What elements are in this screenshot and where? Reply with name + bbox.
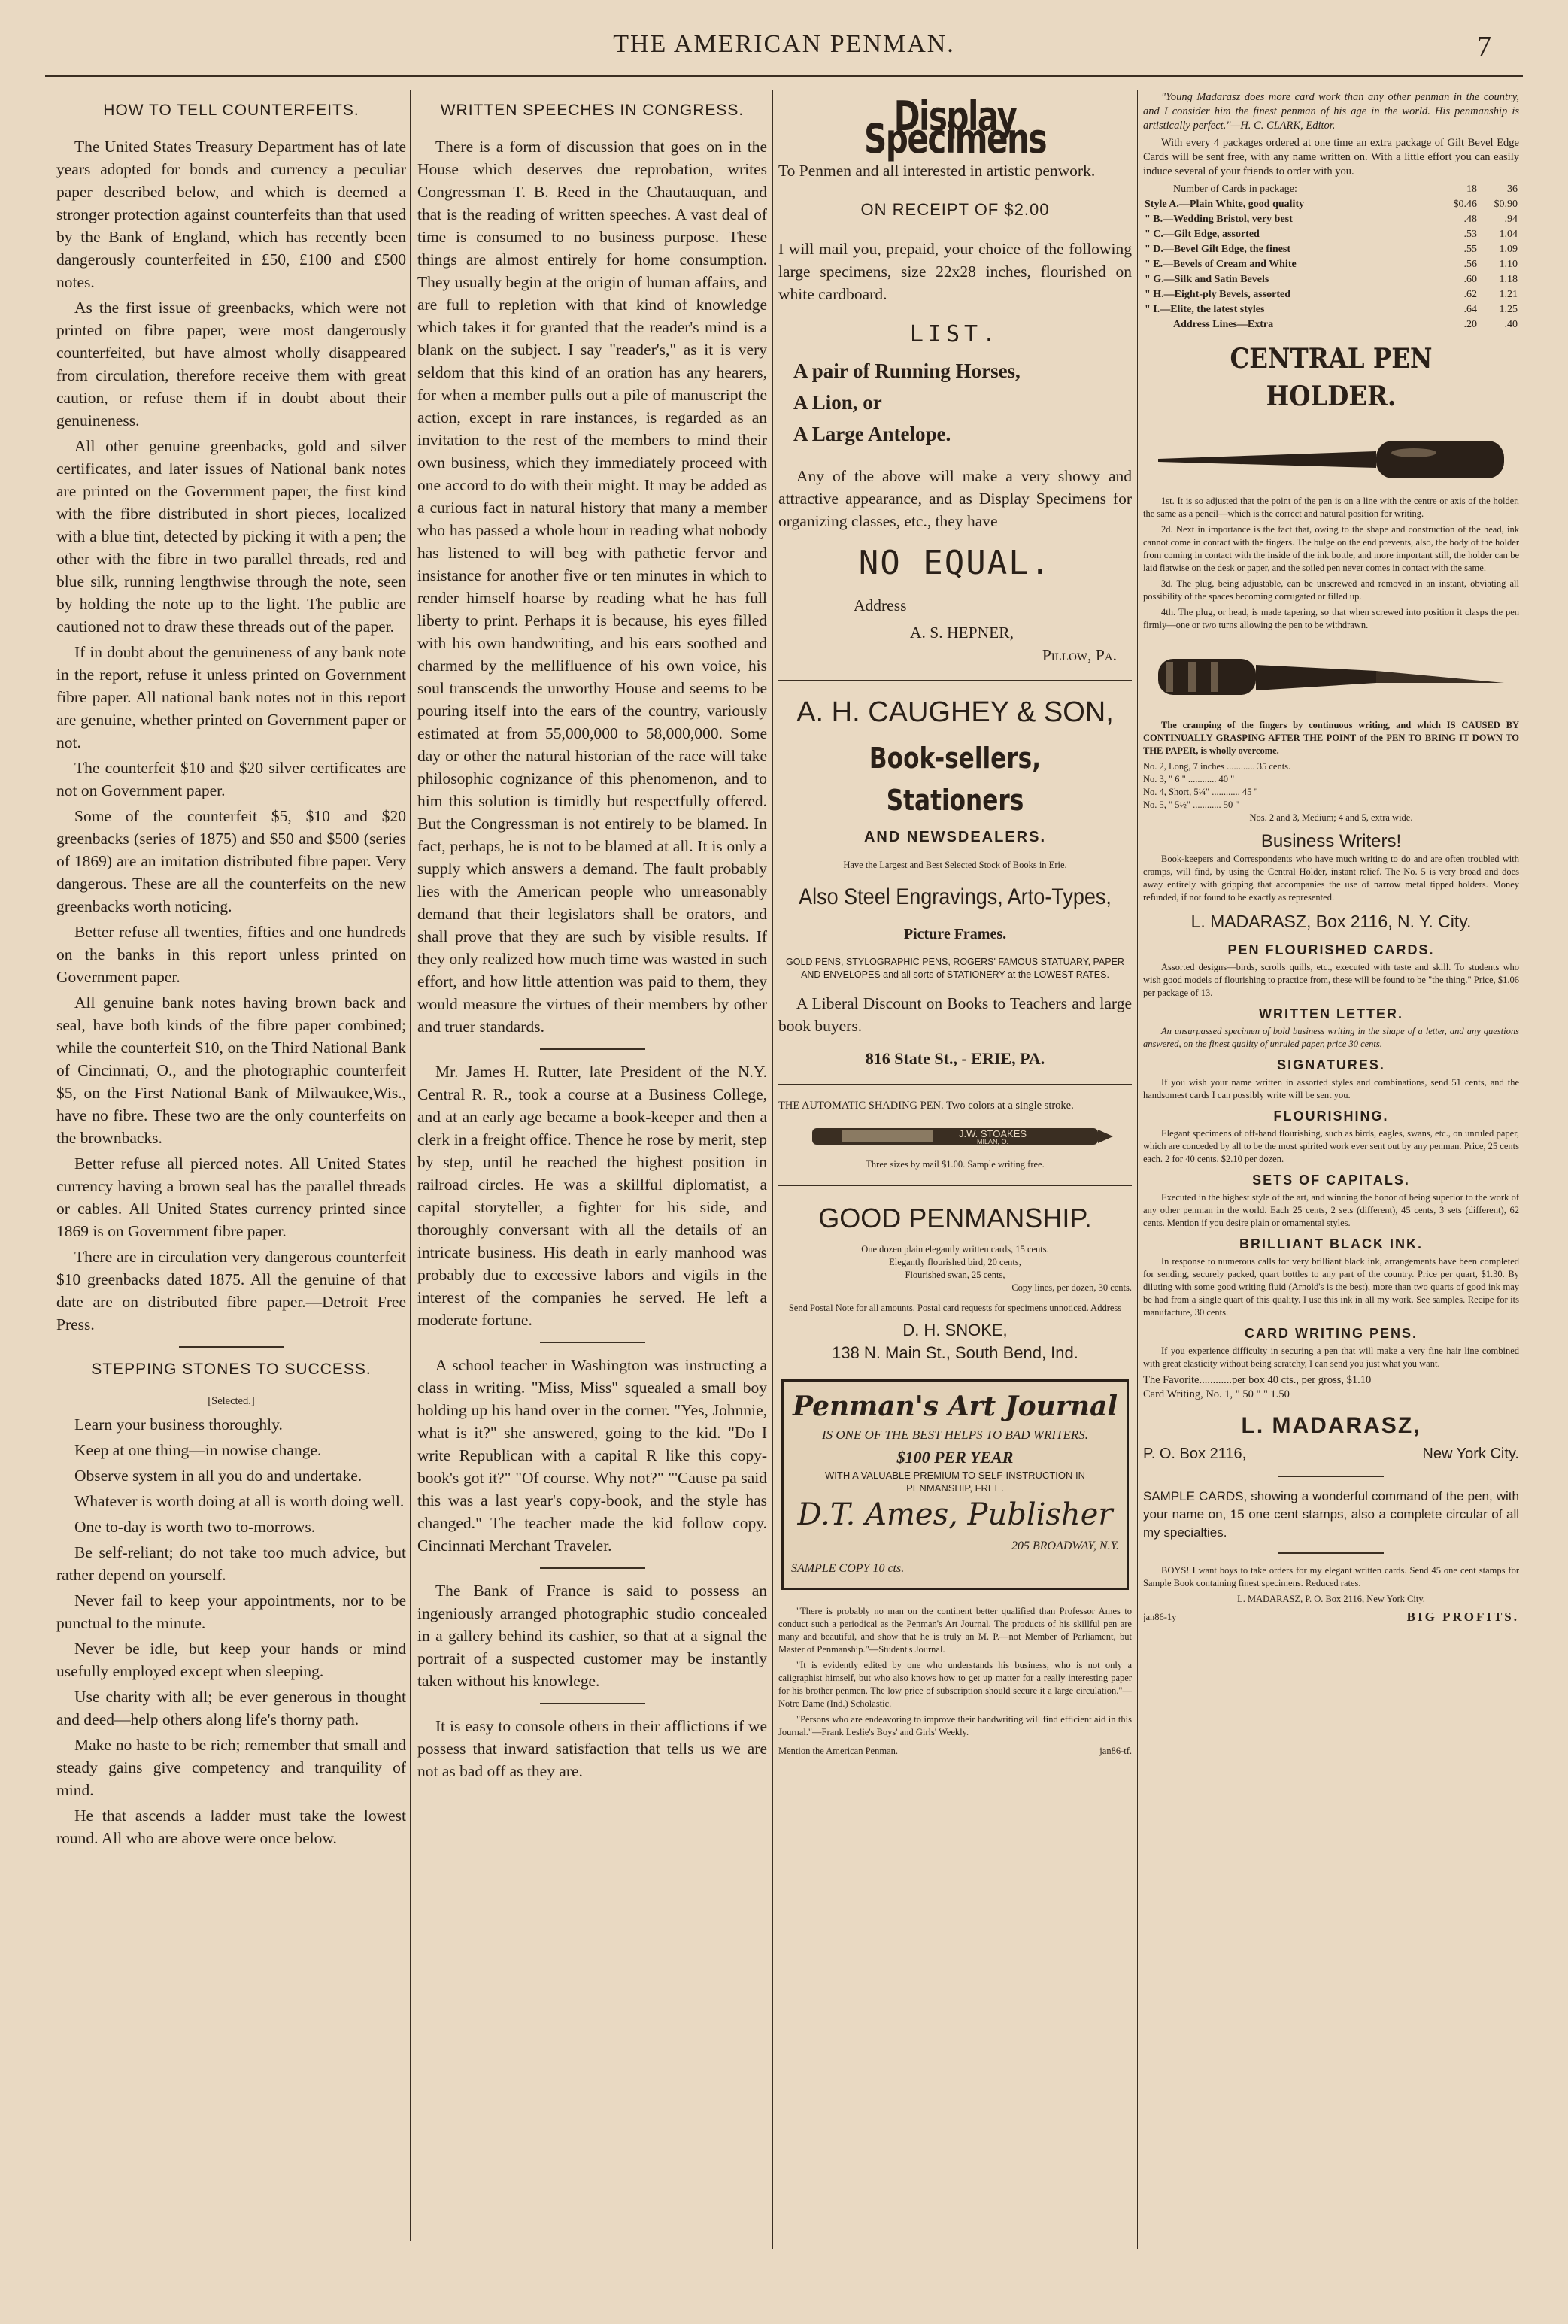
- header-18: 18: [1466, 184, 1477, 195]
- holder-point-4: 4th. The plug, or head, is made tapering, so that when screwed into position it clasps the pen firmly—one or two turns allowing the pen to be withdrawn.: [1143, 607, 1519, 630]
- jan-tag: jan86-tf.: [1099, 1746, 1132, 1756]
- header-rule: [45, 75, 1523, 77]
- shading-pen-title: THE AUTOMATIC SHADING PEN. Two colors at a single stroke.: [778, 1100, 1074, 1112]
- section-divider: [1278, 1476, 1384, 1477]
- snoke-address: 138 N. Main St., South Bend, Ind.: [832, 1343, 1078, 1362]
- section-divider: [540, 1342, 645, 1343]
- row-label: Address Lines—Extra: [1173, 319, 1274, 330]
- hepner-town: Pillow, Pa.: [1042, 646, 1117, 664]
- holder-point-3: 3d. The plug, being adjustable, can be unscrewed and removed in an instant, obviating all possibility of the spaces becoming corrugated or filled up.: [1143, 578, 1519, 602]
- shading-pen-price: Three sizes by mail $1.00. Sample writing free.: [866, 1159, 1045, 1170]
- stepping-7: Never fail to keep your appointments, nor to be punctual to the minute.: [56, 1591, 406, 1632]
- table-row: [1143, 227, 1519, 242]
- table-row: [1143, 197, 1519, 212]
- row-price-18: .20: [1463, 319, 1477, 330]
- stepping-title: STEPPING STONES TO SUCCESS.: [91, 1361, 372, 1378]
- journal-title: Penman's Art Journal: [792, 1391, 1118, 1422]
- booksellers: Book-sellers, Stationers: [869, 742, 1042, 817]
- row-label: " I.—Elite, the latest styles: [1145, 304, 1265, 315]
- teacher-para: A school teacher in Washington was instructing a class in writing. "Miss, Miss" squealed a small boy holding up his hand over in the corner. "Yes, Johnnie, what is it?" she answered, going to the kid. "Do I write Republican with a capital R like this copy-book's got it?" "Of course. Why not?" "'Cause pa said this was a last year's copy-book, and the style has changed." The teacher made the kid follow copy. Cincinnati Merchant Traveler.: [417, 1356, 767, 1555]
- pen-holder-illustration: [1151, 421, 1512, 489]
- central-pen-holder-title: CENTRAL PEN HOLDER.: [1230, 343, 1433, 412]
- section-divider: [540, 1567, 645, 1569]
- boys-text: BOYS! I want boys to take orders for my elegant written cards. Send 45 one cent stamps for Sample Book containing finest specimens. Reduced rates.: [1143, 1565, 1519, 1588]
- bank-para: The Bank of France is said to possess an ingeniously arranged photographic studio concealed in a gallery behind its cashier, so that at a signal the portrait of a suspected customer may be instantly taken without his knowlege.: [417, 1582, 767, 1690]
- table-header: [1143, 182, 1519, 197]
- art-journal-banner: [781, 1379, 1129, 1590]
- madarasz-quote: "Young Madarasz does more card work than any other penman in the country, and I consider him the finest penman of his age in the world. His penmanship is artistically perfect."—H. C. CLARK, Editor.: [1143, 91, 1519, 132]
- stepping-10: Make no haste to be rich; remember that small and steady gains give competency and tranquility of mind.: [56, 1736, 406, 1799]
- holder-point-1: 1st. It is so adjusted that the point of the pen is on a line with the centre or axis of the holder, the same as a pencil—which is the correct and natural position for writing.: [1143, 496, 1519, 519]
- favorite-price: The Favorite............per box 40 cts., per gross, $1.10: [1143, 1374, 1372, 1386]
- journal-price: $100 PER YEAR: [896, 1448, 1014, 1467]
- row-label: " H.—Eight-ply Bevels, assorted: [1145, 289, 1291, 300]
- list-title: LIST.: [909, 321, 1001, 347]
- holder-size-3: No. 4, Short, 5¼" ............ 45 ": [1143, 787, 1258, 797]
- holder-size-2: No. 3, " 6 " ............ 40 ": [1143, 774, 1235, 784]
- row-price-36: $0.90: [1494, 199, 1518, 210]
- section-divider: [540, 1703, 645, 1704]
- signatures-title: SIGNATURES.: [1277, 1057, 1385, 1072]
- counterfeits-para-1: The United States Treasury Department has of late years adopted for bonds and currency a peculiar paper described below, and which is deemed a stronger protection against counterfeits than that used by the Bank of England, which has recently been dangerously counterfeited in £50, £100 and £500 notes.: [56, 138, 406, 291]
- mention-line: [778, 1745, 1132, 1758]
- capitals-text: Executed in the highest style of the art, and winning the honor of being superior to the work of any other penman in the world. Each 25 cents, 2 sets (different), 45 cents, 3 sets (different), 62 cents. Mention if you desire plain or ornamental styles.: [1143, 1192, 1519, 1228]
- row-price-36: 1.10: [1499, 259, 1518, 270]
- shading-pen-illustration: [797, 1119, 1113, 1152]
- pen-city-text: MILAN, O.: [976, 1138, 1009, 1145]
- row-price-18: .53: [1463, 229, 1477, 240]
- counterfeits-para-4: If in doubt about the genuineness of any bank note in the report, refuse it unless printed on Government fibre paper. All national bank notes not in this report are genuine, whether printed on Government paper or not.: [56, 643, 406, 751]
- speeches-title: WRITTEN SPEECHES IN CONGRESS.: [440, 102, 745, 119]
- row-label: Style A.—Plain White, good quality: [1145, 199, 1305, 210]
- section-divider: [1278, 1552, 1384, 1554]
- ad-divider: [778, 1084, 1132, 1085]
- stepping-1: Learn your business thoroughly.: [74, 1415, 283, 1434]
- table-row: [1143, 272, 1519, 287]
- big-profits: BIG PROFITS.: [1406, 1610, 1519, 1624]
- flourishing-title: FLOURISHING.: [1273, 1109, 1389, 1124]
- column-1: [56, 90, 406, 2189]
- row-price-36: 1.21: [1499, 289, 1518, 300]
- offer-text: With every 4 packages ordered at one time an extra package of Gilt Bevel Edge Cards will be sent free, with any name written on. With a little effort you can easily induce several of your friends to order with you.: [1143, 137, 1519, 177]
- row-price-18: .56: [1463, 259, 1477, 270]
- mail-text: I will mail you, prepaid, your choice of the following large specimens, size 22x28 inches, flourished on white cardboard.: [778, 240, 1132, 303]
- counterfeits-para-9: Better refuse all pierced notes. All United States currency having a brown seal has the parallel threads or cables. All United States currency printed since 1869 is on Government fibre paper.: [56, 1154, 406, 1240]
- header-label: Number of Cards in package:: [1173, 184, 1297, 195]
- picture-frames: Picture Frames.: [903, 926, 1007, 942]
- flourished-cards-title: PEN FLOURISHED CARDS.: [1227, 942, 1435, 957]
- counterfeits-para-5: The counterfeit $10 and $20 silver certificates are not on Government paper.: [56, 759, 406, 799]
- journal-address: 205 BROADWAY, N.Y.: [1011, 1540, 1119, 1552]
- console-para: It is easy to console others in their afflictions if we possess that inward satisfaction that tells us we are not as bad off as they are.: [417, 1717, 767, 1780]
- cramping-text: The cramping of the fingers by continuous writing, and which IS CAUSED BY CONTINUALLY GRASPING AFTER THE POINT of the PEN TO BRING IT DOWN TO THE PAPER, is wholly overcome.: [1143, 720, 1519, 756]
- good-line-1: One dozen plain elegantly written cards, 15 cents.: [861, 1244, 1049, 1255]
- display-intro: To Penmen and all interested in artistic penwork.: [778, 162, 1096, 180]
- table-row: [1143, 302, 1519, 317]
- page-header: [45, 30, 1523, 66]
- stepping-3: Observe system in all you do and undertake.: [74, 1467, 362, 1485]
- counterfeits-title: HOW TO TELL COUNTERFEITS.: [103, 102, 359, 119]
- stepping-6: Be self-reliant; do not take too much advice, but rather depend on yourself.: [56, 1543, 406, 1584]
- stepping-9: Use charity with all; be ever generous in thought and deed—help others along life's thorny path.: [56, 1688, 406, 1728]
- stepping-selected: [Selected.]: [208, 1395, 255, 1407]
- table-row: [1143, 257, 1519, 272]
- flourishing-text: Elegant specimens of off-hand flourishing, such as birds, eagles, swans, etc., on unruled paper, which are conceded by all to be the most spirited work ever sent out by any penman. Price, 25 cents each. 2 for 40 cents. $2.10 per dozen.: [1143, 1128, 1519, 1164]
- holder-point-2: 2d. Next in importance is the fact that, owing to the shape and construction of the head, ink cannot come in contact with the fingers. The bulge on the end prevents, also, the body of the holder from coming in contact with the inside of the ink bottle, and more important still, the holder can be laid flatwise on the desk or paper, and the soiled pen never comes in contact with the same.: [1143, 524, 1519, 573]
- any-text: Any of the above will make a very showy and attractive appearance, and as Display Specimens for organizing classes, etc., they have: [778, 467, 1132, 530]
- row-price-18: .55: [1463, 244, 1477, 255]
- journal-publisher: D.T. Ames, Publisher: [797, 1497, 1113, 1532]
- good-penmanship-title: GOOD PENMANSHIP.: [818, 1203, 1092, 1233]
- card-writing-price: Card Writing, No. 1, " 50 " " 1.50: [1143, 1388, 1290, 1400]
- row-price-18: .60: [1463, 274, 1477, 285]
- masthead-title: THE AMERICAN PENMAN.: [613, 30, 955, 58]
- caughey-title: A. H. CAUGHEY & SON,: [796, 696, 1114, 728]
- row-price-36: .40: [1504, 319, 1518, 330]
- mention-text: Mention the American Penman.: [778, 1746, 898, 1756]
- column-4: [1143, 90, 1519, 2249]
- row-label: " C.—Gilt Edge, assorted: [1145, 229, 1260, 240]
- ink-text: In response to numerous calls for very brilliant black ink, arrangements have been completed for sending, securely packed, quart bottles to any part of the country. Price per quart, $1.30. By diluting with some good writing fluid (Arnold's is the best), more than two quarts of good ink may be had from a single quart of this quality. I use this ink in all my work. See samples. Recipe for its manufacture, 30 cents.: [1143, 1256, 1519, 1318]
- row-label: " D.—Bevel Gilt Edge, the finest: [1145, 244, 1291, 255]
- quote-leslie: "Persons who are endeavoring to improve their handwriting will find efficient aid in this Journal."—Frank Leslie's Boys' and Girls' Weekly.: [778, 1714, 1132, 1737]
- discount: A Liberal Discount on Books to Teachers and large book buyers.: [778, 994, 1132, 1035]
- table-row: [1143, 212, 1519, 227]
- po-box: P. O. Box 2116,: [1143, 1446, 1247, 1462]
- row-price-18: .62: [1463, 289, 1477, 300]
- row-label: " B.—Wedding Bristol, very best: [1145, 214, 1293, 225]
- card-price-table: [1143, 182, 1519, 332]
- row-price-36: 1.04: [1499, 229, 1518, 240]
- counterfeits-para-8: All genuine bank notes having brown back and seal, have both kinds of the fibre paper combined; while the counterfeit $10, on the Third National Bank of Cincinnati, O., and the photographic counterfeit $5, on the First National Bank of Milwaukee,Wis., have no fibre. These two are the only counterfeits on the brownbacks.: [56, 994, 406, 1147]
- counterfeits-para-3: All other genuine greenbacks, gold and silver certificates, and later issues of National bank notes are printed on the Government paper, the first kind with the fibre distributed in short pieces, localized with a blue tint, detected by picking it with a pen; the other with the fibre in two parallel threads, red and blue silk, running lengthwise through the note, seen by holding the note up to the light. The public are cautioned not to draw these threads out of the paper.: [56, 437, 406, 636]
- hepner-name: A. S. HEPNER,: [910, 623, 1014, 642]
- newsdealers: AND NEWSDEALERS.: [863, 829, 1046, 845]
- pen-brand-text: J.W. STOAKES: [958, 1128, 1027, 1139]
- row-label: " G.—Silk and Satin Bevels: [1145, 274, 1269, 285]
- section-divider: [540, 1048, 645, 1050]
- stepping-8: Never be idle, but keep your hands or mind usefully employed except when sleeping.: [56, 1640, 406, 1680]
- sample-cards-text: SAMPLE CARDS, showing a wonderful command of the pen, with your name on, 15 one cent stamps, also a complete circular of all my specialties.: [1143, 1489, 1519, 1540]
- capitals-title: SETS OF CAPITALS.: [1252, 1173, 1410, 1188]
- stepping-5: One to-day is worth two to-morrows.: [74, 1518, 316, 1536]
- holder-size-note: Nos. 2 and 3, Medium; 4 and 5, extra wide.: [1249, 812, 1413, 823]
- gold-pens: GOLD PENS, STYLOGRAPHIC PENS, ROGERS' FAMOUS STATUARY, PAPER AND ENVELOPES and all sorts of STATIONERY at the LOWEST RATES.: [786, 957, 1124, 980]
- business-writers-text: Book-keepers and Correspondents who have much writing to do and are often troubled with cramps, will find, by using the Central Holder, instant relief. The No. 5 is very broad and does away entirely with gripping that accompanies the use of narrow metal tipped holders. Money refunded, if not found to be exactly as represented.: [1143, 854, 1519, 903]
- header-36: 36: [1507, 184, 1518, 195]
- boys-address: L. MADARASZ, P. O. Box 2116, New York City.: [1237, 1594, 1425, 1604]
- list-item-lion: A Lion, or: [793, 391, 882, 414]
- stepping-4: Whatever is worth doing at all is worth doing well.: [74, 1492, 405, 1510]
- table-row: [1143, 287, 1519, 302]
- counterfeits-para-2: As the first issue of greenbacks, which were not printed on fibre paper, were most dangerously counterfeited, but have almost wholly disappeared from circulation, therefore receive them with great caution, or refuse them if in doubt about their genuineness.: [56, 299, 406, 429]
- row-price-36: 1.09: [1499, 244, 1518, 255]
- journal-best: IS ONE OF THE BEST HELPS TO BAD WRITERS.: [821, 1427, 1088, 1442]
- good-line-4: Copy lines, per dozen, 30 cents.: [1011, 1282, 1132, 1293]
- column-divider-2: [772, 90, 773, 2249]
- journal-premium: WITH A VALUABLE PREMIUM TO SELF-INSTRUCTION IN PENMANSHIP, FREE.: [825, 1470, 1085, 1494]
- written-letter-title: WRITTEN LETTER.: [1259, 1006, 1403, 1021]
- stepping-2: Keep at one thing—in nowise change.: [74, 1441, 322, 1459]
- rutter-para: Mr. James H. Rutter, late President of the N.Y. Central R. R., took a course at a Business College, and at an early age became a book-keeper and then a clerk in a freight office. Thence he rose by merit, step by step, until he reached the highest position in railroad circles. He was a skillful diplomatist, a capital storyteller, a fighter for his side, and thoroughly conversant with all the details of an intricate business. His death in early manhood was probably due to excessive labors and vigils in the interest of the companies he served. He left a moderate fortune.: [417, 1063, 767, 1329]
- list-item-antelope: A Large Antelope.: [793, 423, 951, 445]
- holder-size-4: No. 5, " 5½" ............ 50 ": [1143, 799, 1239, 810]
- largest-stock: Have the Largest and Best Selected Stock of Books in Erie.: [843, 860, 1067, 870]
- snoke-name: D. H. SNOKE,: [902, 1321, 1008, 1339]
- card-pens-text: If you experience difficulty in securing a pen that will make a very fine hair line combined with great elasticity without being scratchy, I can send you just what you want.: [1143, 1346, 1519, 1369]
- jan-ly-tag: jan86-1y: [1143, 1611, 1177, 1622]
- no-equal: NO EQUAL.: [858, 544, 1052, 582]
- row-label: " E.—Bevels of Cream and White: [1145, 259, 1297, 270]
- journal-sample: SAMPLE COPY 10 cts.: [791, 1562, 905, 1575]
- list-item-horses: A pair of Running Horses,: [793, 360, 1021, 382]
- row-price-36: 1.25: [1499, 304, 1518, 315]
- footer-line: [1143, 1606, 1519, 1628]
- column-divider-1: [410, 90, 411, 2241]
- section-divider: [179, 1346, 284, 1348]
- address-label: Address: [854, 596, 907, 614]
- card-pens-title: CARD WRITING PENS.: [1244, 1326, 1418, 1341]
- column-2: [417, 90, 767, 2234]
- display-specimens-title: Display Specimens: [864, 93, 1046, 162]
- postal-note: Send Postal Note for all amounts. Postal card requests for specimens unnoticed. Address: [788, 1303, 1122, 1313]
- row-price-18: $0.46: [1453, 199, 1477, 210]
- stepping-11: He that ascends a ladder must take the lowest round. All who are above were once below.: [56, 1807, 406, 1847]
- table-row: [1143, 317, 1519, 332]
- counterfeits-para-7: Better refuse all twenties, fifties and one hundreds on the banks in this report unless printed on Government paper.: [56, 923, 406, 986]
- pen-holder-nib-illustration: [1151, 638, 1512, 713]
- column-divider-3: [1137, 90, 1138, 2249]
- counterfeits-para-10: There are in circulation very dangerous counterfeit $10 greenbacks dated 1875. All the genuine of that date are on distributed fibre paper.—Detroit Free Press.: [56, 1248, 406, 1333]
- receipt-line: ON RECEIPT OF $2.00: [860, 200, 1050, 219]
- page-number: 7: [1477, 31, 1493, 62]
- business-writers-title: Business Writers!: [1260, 831, 1402, 851]
- quote-student-journal: "There is probably no man on the continent better qualified than Professor Ames to conduct such a periodical as the Penman's Art Journal. The products of his skillful pen are many and beautiful, and show that he is truly an M. P.—not Member of Parliament, but Master of Penmanship."—Student's Journal.: [778, 1606, 1132, 1655]
- po-box-line: [1143, 1443, 1519, 1465]
- ad-divider: [778, 1185, 1132, 1186]
- madarasz-name: L. MADARASZ,: [1241, 1413, 1421, 1438]
- row-price-18: .64: [1463, 304, 1477, 315]
- written-letter-text: An unsurpassed specimen of bold business writing in the shape of a letter, and any questions answered, on the finest quality of unruled paper, price 30 cents.: [1143, 1026, 1519, 1049]
- madarasz-box: L. MADARASZ, Box 2116, N. Y. City.: [1190, 912, 1472, 931]
- ink-title: BRILLIANT BLACK INK.: [1239, 1236, 1423, 1252]
- steel-engravings: Also Steel Engravings, Arto-Types,: [799, 884, 1112, 909]
- signatures-text: If you wish your name written in assorted styles and combinations, send 51 cents, and the handsomest cards I can possibly write will be sent you.: [1143, 1077, 1519, 1100]
- speeches-para: There is a form of discussion that goes on in the House which deserves due reprobation, writes Congressman T. B. Reed in the Chautauquan, and that is the reading of written speeches. A vast deal of time is consumed to no business purpose. These things are almost entirely for home consumption. They usually begin at the origin of human affairs, and are full to repletion with that kind of knowledge which takes it for granted that the reader's mind is a blank on the subject. I say "reader's," as it is very seldom that this kind of an oration has any hearers, for when a member pulls out a pile of manuscript the action, except in rare instances, is regarded as an invitation to the rest of the members to mind their own business, which they immediately proceed with one accord to do with their might. It may be added as a curious fact in natural history that many a member who has passed a whole hour in reading what nobody has listened to will beg with pathetic fervor and insistance for another five or ten minutes in which to render himself hoarse by reading what he has full liberty to print. Perhaps it is because, his eyes filled with his own handwriting, and his ears soothed and charmed by the mellifluence of his own voice, his soul transcends the unworthy House and seems to be pouring itself into the ears of the country, variously estimated at from 55,000,000 to 58,000,000. Some day or other the natural historian of the race will take philosophic cognizance of this phenomenon, and to him this solution is timidly but respectfully offered. But the Congressman is not entirely to be blamed. In fact, perhaps, he is not to be blamed at all. It is only a supply which answers a demand. The fault probably lies with the American people who unreasonably demand that their legislators shall be orators, and shall prove that they are such by visible results. If they only realized how much time was wasted in such effort, and how little attention was paid to them, they would measure the virtues of their members by other and truer standards.: [417, 138, 767, 1036]
- flourished-cards-text: Assorted designs—birds, scrolls quills, etc., executed with taste and skill. To students who wish good models of flourishing to practice from, these will be found to be "the thing." Price, $1.06 per package of 13.: [1143, 962, 1519, 998]
- quote-notre-dame: "It is evidently edited by one who understands his business, who is not only a caligraphist himself, but who also knows how to get up matter for a really interesting paper for his brother penmen. The low price of subscription should secure it a large circulation."—Notre Dame (Ind.) Scholastic.: [778, 1660, 1132, 1709]
- row-price-36: .94: [1504, 214, 1518, 225]
- ad-divider: [778, 680, 1132, 681]
- row-price-36: 1.18: [1499, 274, 1518, 285]
- erie-address: 816 State St., - ERIE, PA.: [865, 1049, 1045, 1068]
- good-line-2: Elegantly flourished bird, 20 cents,: [889, 1257, 1021, 1267]
- table-row: [1143, 242, 1519, 257]
- holder-size-1: No. 2, Long, 7 inches ............ 35 cents.: [1143, 761, 1291, 772]
- column-3: [778, 90, 1132, 2249]
- good-line-3: Flourished swan, 25 cents,: [905, 1270, 1005, 1280]
- ny-city: New York City.: [1422, 1446, 1519, 1462]
- row-price-18: .48: [1463, 214, 1477, 225]
- counterfeits-para-6: Some of the counterfeit $5, $10 and $20 greenbacks (series of 1875) and $50 and $500 (series of 1869) are an imitation distributed fibre paper. Very dangerous. These are all the counterfeits on the new greenbacks worth noticing.: [56, 807, 406, 915]
